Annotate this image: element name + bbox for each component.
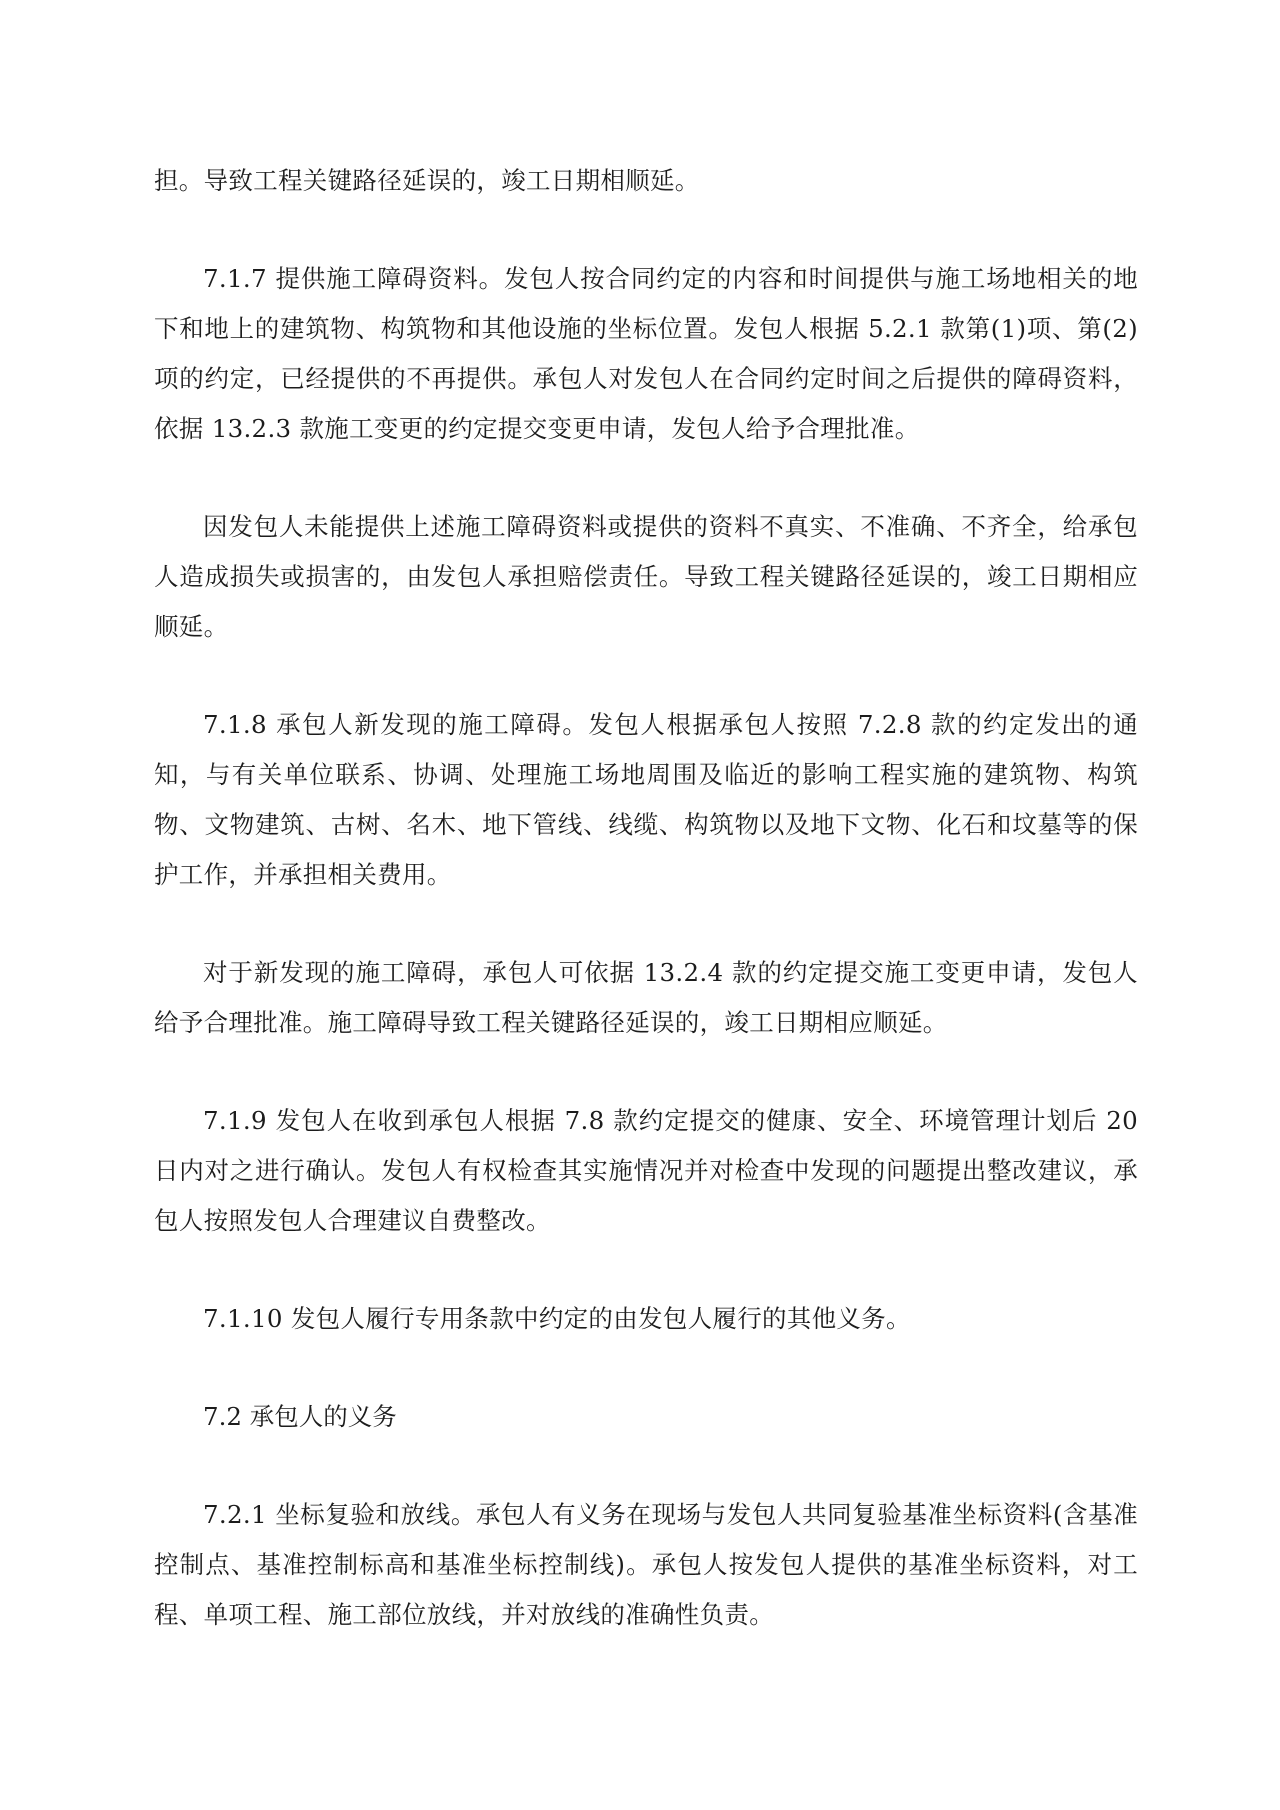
paragraph-gap bbox=[154, 900, 1138, 948]
paragraph-gap bbox=[154, 1048, 1138, 1096]
paragraph-7-2-1: 7.2.1 坐标复验和放线。承包人有义务在现场与发包人共同复验基准坐标资料(含基准控制点、基准控制标高和基准坐标控制线)。承包人按发包人提供的基准坐标资料，对工程、单项工程、施工部位放线，并对放线的准确性负责。 bbox=[154, 1500, 1138, 1629]
paragraph-gap bbox=[154, 206, 1138, 254]
paragraph-new-obstacle: 对于新发现的施工障碍，承包人可依据 13.2.4 款的约定提交施工变更申请，发包人给予合理批准。施工障碍导致工程关键路径延误的，竣工日期相应顺延。 bbox=[154, 958, 1138, 1037]
paragraph-obstacle-liability: 因发包人未能提供上述施工障碍资料或提供的资料不真实、不准确、不齐全，给承包人造成损失或损害的，由发包人承担赔偿责任。导致工程关键路径延误的，竣工日期相应顺延。 bbox=[154, 512, 1138, 641]
paragraph-gap bbox=[154, 1246, 1138, 1294]
paragraph-7-1-9: 7.1.9 发包人在收到承包人根据 7.8 款约定提交的健康、安全、环境管理计划后 20 日内对之进行确认。发包人有权检查其实施情况并对检查中发现的问题提出整改建议，承包人按照发包人合理建议自费整改。 bbox=[154, 1106, 1138, 1235]
paragraph-7-1-10: 7.1.10 发包人履行专用条款中约定的由发包人履行的其他义务。 bbox=[203, 1304, 911, 1333]
paragraph-continuation: 担。导致工程关键路径延误的，竣工日期相顺延。 bbox=[154, 166, 700, 195]
section-heading-7-2: 7.2 承包人的义务 bbox=[203, 1402, 397, 1431]
paragraph-7-1-7: 7.1.7 提供施工障碍资料。发包人按合同约定的内容和时间提供与施工场地相关的地下和地上的建筑物、构筑物和其他设施的坐标位置。发包人根据 5.2.1 款第(1)项、第(2)项的约定，已经提供的不再提供。承包人对发包人在合同约定时间之后提供的障碍资料，依据 13.2.3 款施工变更的约定提交变更申请，发包人给予合理批准。 bbox=[154, 264, 1138, 443]
paragraph-gap bbox=[154, 1442, 1138, 1490]
paragraph-gap bbox=[154, 1344, 1138, 1392]
paragraph-gap bbox=[154, 652, 1138, 700]
paragraph-7-1-8: 7.1.8 承包人新发现的施工障碍。发包人根据承包人按照 7.2.8 款的约定发出的通知，与有关单位联系、协调、处理施工场地周围及临近的影响工程实施的建筑物、构筑物、文物建筑、古树、名木、地下管线、线缆、构筑物以及地下文物、化石和坟墓等的保护工作，并承担相关费用。 bbox=[154, 710, 1138, 889]
paragraph-gap bbox=[154, 454, 1138, 502]
document-body bbox=[154, 156, 1138, 1640]
